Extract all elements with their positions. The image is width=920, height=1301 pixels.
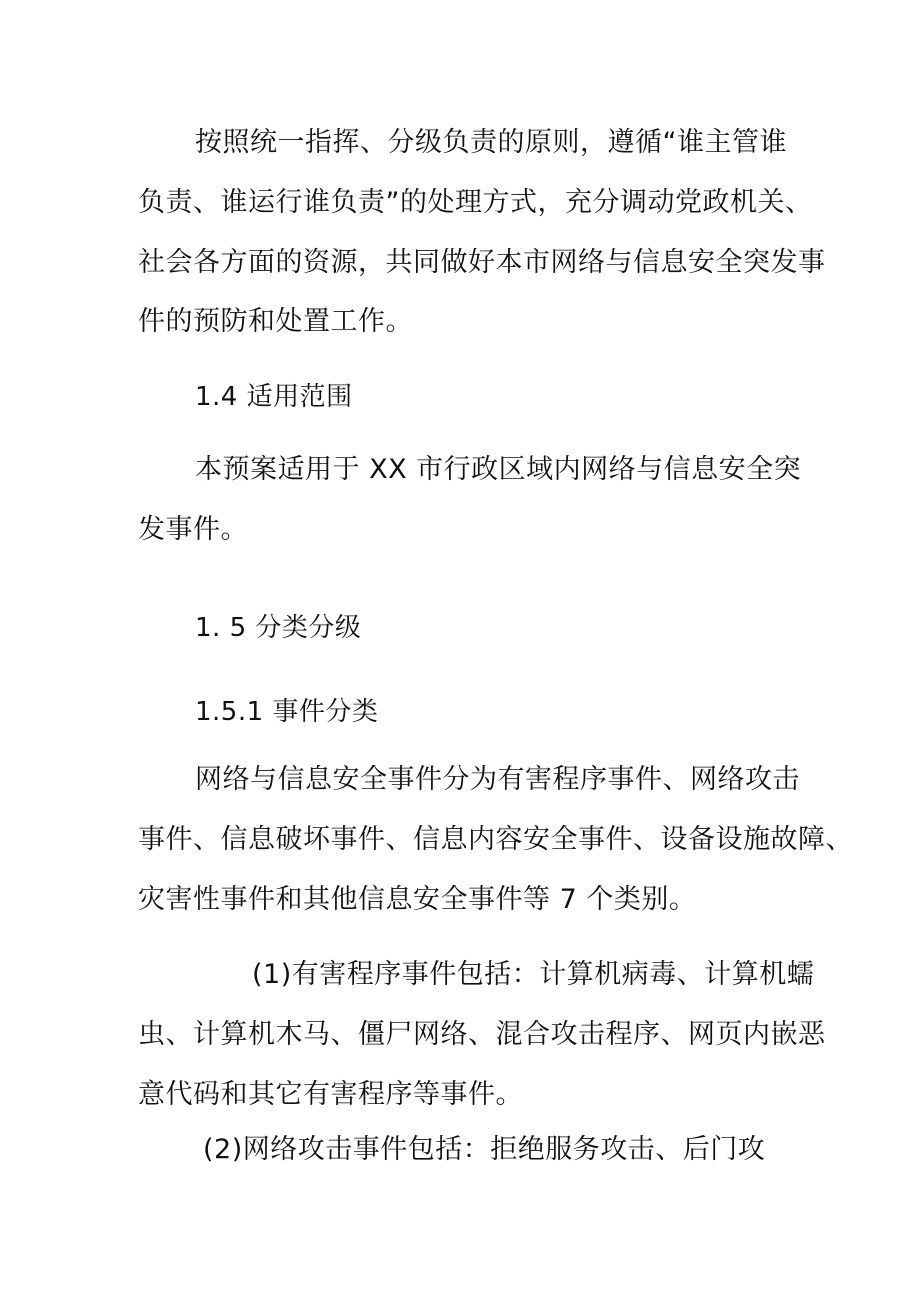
- paragraph-line: 件的预防和处置工作。: [138, 306, 413, 337]
- paragraph-line: 发事件。: [138, 514, 248, 545]
- paragraph-line: 社会各方面的资源，共同做好本市网络与信息安全突发事: [138, 247, 826, 278]
- paragraph-line: 本预案适用于 XX 市行政区域内网络与信息安全突: [195, 454, 802, 485]
- list-item-line: 意代码和其它有害程序等事件。: [138, 1079, 523, 1110]
- list-item-line: 虫、计算机木马、僵尸网络、混合攻击程序、网页内嵌恶: [138, 1019, 826, 1050]
- section-heading: 1. 5 分类分级: [195, 613, 362, 643]
- paragraph-line: 负责、谁运行谁负责”的处理方式，充分调动党政机关、: [138, 187, 813, 218]
- paragraph-line: 按照统一指挥、分级负责的原则，遵循“谁主管谁: [195, 127, 787, 158]
- paragraph-line: 事件、信息破坏事件、信息内容安全事件、设备设施故障、: [138, 824, 853, 855]
- section-heading: 1.4 适用范围: [195, 382, 353, 412]
- subsection-heading: 1.5.1 事件分类: [195, 697, 379, 727]
- paragraph-line: 网络与信息安全事件分为有害程序事件、网络攻击: [195, 764, 800, 795]
- paragraph-line: 灾害性事件和其他信息安全事件等 7 个类别。: [138, 884, 697, 915]
- list-item-line: (2)网络攻击事件包括：拒绝服务攻击、后门攻: [203, 1134, 766, 1165]
- list-item-line: (1)有害程序事件包括：计算机病毒、计算机蠕: [252, 959, 815, 990]
